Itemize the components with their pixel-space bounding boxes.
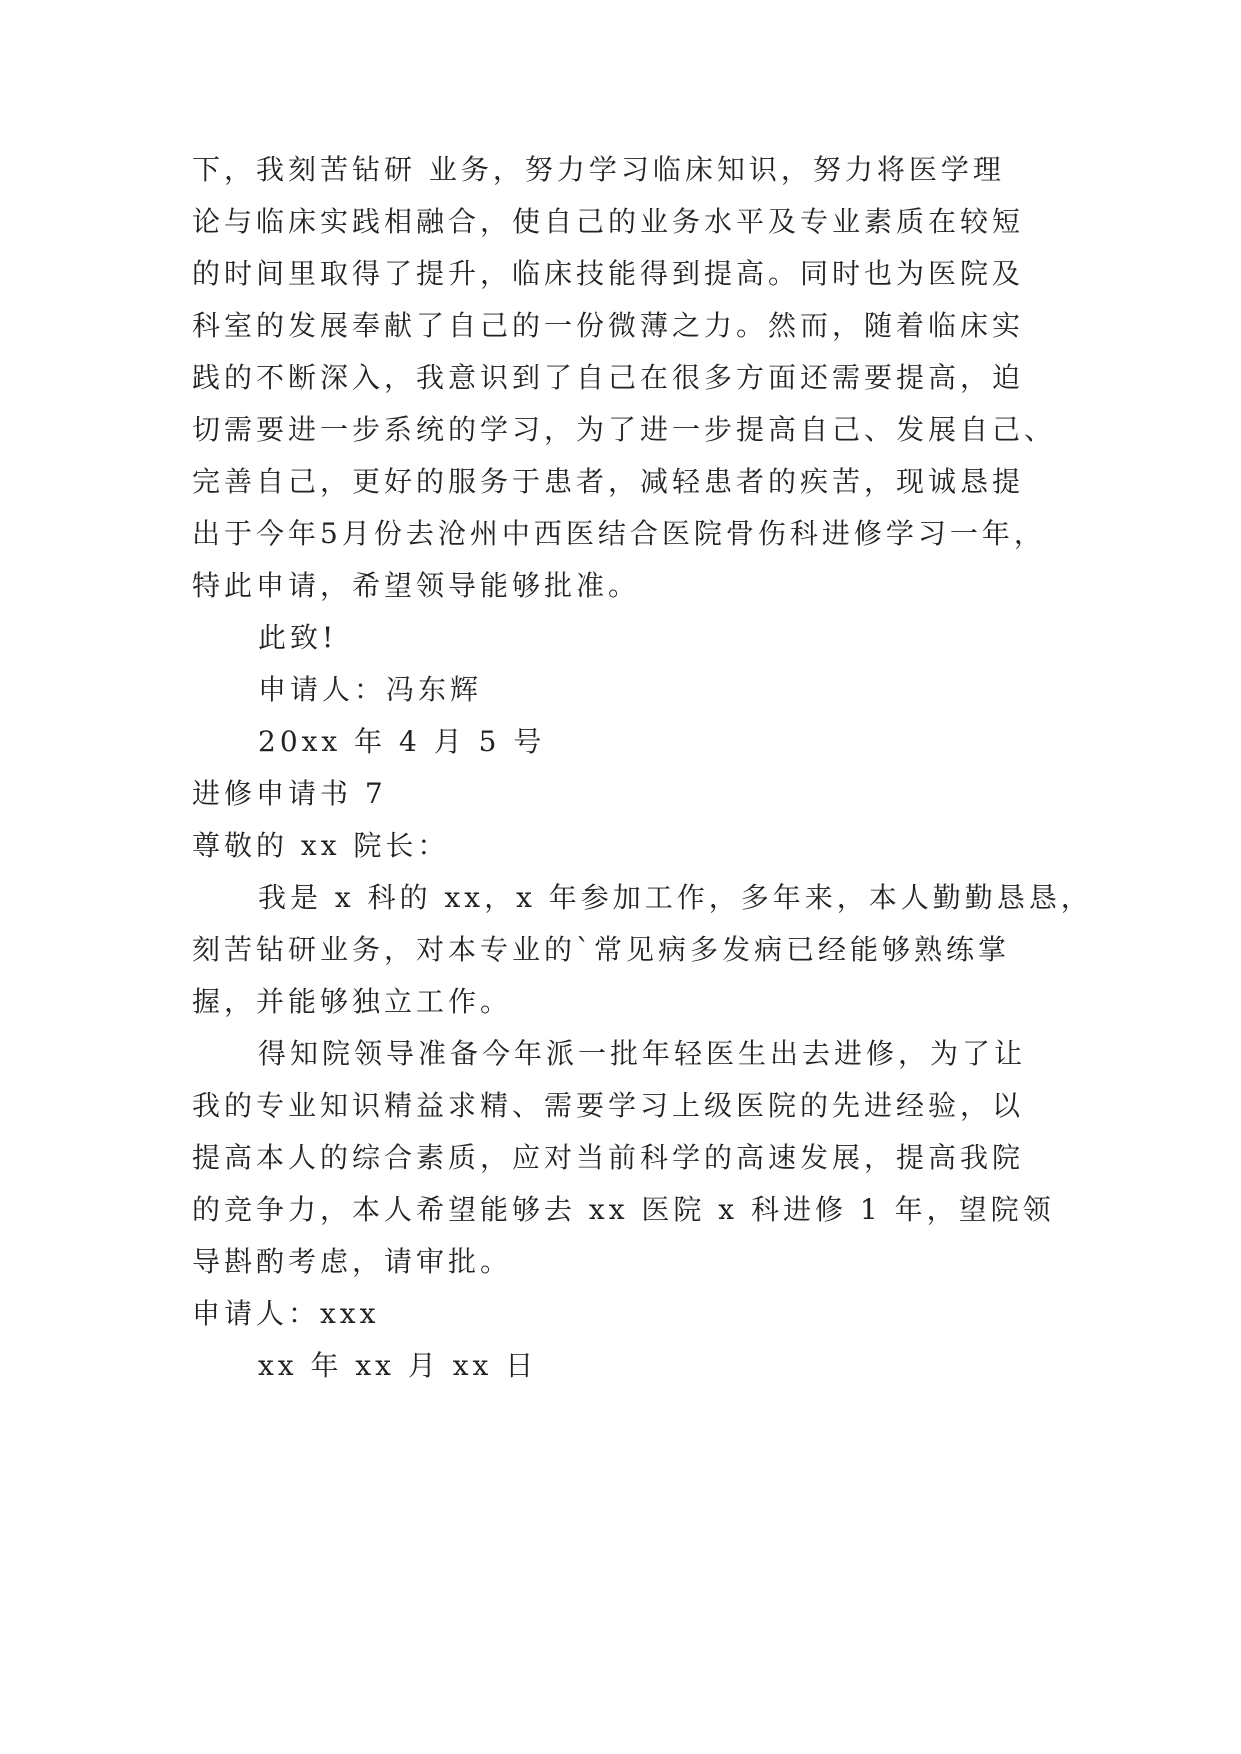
paragraph-line: 论与临床实践相融合，使自己的业务水平及专业素质在较短 <box>192 205 1025 238</box>
applicant-signature: 申请人：冯东辉 <box>258 673 483 706</box>
signature-date: 20xx 年 4 月 5 号 <box>258 725 546 758</box>
section-title: 进修申请书 7 <box>192 777 387 810</box>
paragraph-line: 出于今年5月份去沧州中西医结合医院骨伤科进修学习一年， <box>192 517 1046 550</box>
paragraph-line: 提高本人的综合素质，应对当前科学的高速发展，提高我院 <box>192 1141 1025 1174</box>
paragraph-line: 的时间里取得了提升，临床技能得到提高。同时也为医院及 <box>192 257 1025 290</box>
salutation: 尊敬的 xx 院长： <box>192 829 450 862</box>
closing-salutation: 此致! <box>258 621 338 654</box>
paragraph-line: 特此申请，希望领导能够批准。 <box>192 569 641 602</box>
paragraph-line: 下，我刻苦钻研 业务，努力学习临床知识，努力将医学理 <box>192 153 1005 186</box>
paragraph-line: 践的不断深入，我意识到了自己在很多方面还需要提高，迫 <box>192 361 1025 394</box>
signature-date: xx 年 xx 月 xx 日 <box>258 1349 538 1382</box>
paragraph-line: 我是 x 科的 xx，x 年参加工作，多年来，本人勤勤恳恳， <box>258 881 1093 914</box>
paragraph-line: 刻苦钻研业务，对本专业的`常见病多发病已经能够熟练掌 <box>192 933 1011 966</box>
paragraph-line: 完善自己，更好的服务于患者，减轻患者的疾苦，现诚恳提 <box>192 465 1025 498</box>
paragraph-line: 导斟酌考虑，请审批。 <box>192 1245 513 1278</box>
paragraph-line: 科室的发展奉献了自己的一份微薄之力。然而，随着临床实 <box>192 309 1025 342</box>
paragraph-line: 切需要进一步系统的学习，为了进一步提高自己、发展自己、 <box>192 413 1057 446</box>
paragraph-line: 得知院领导准备今年派一批年轻医生出去进修，为了让 <box>258 1037 1027 1070</box>
paragraph-line: 我的专业知识精益求精、需要学习上级医院的先进经验，以 <box>192 1089 1025 1122</box>
paragraph-line: 握，并能够独立工作。 <box>192 985 513 1018</box>
applicant-signature: 申请人：xxx <box>192 1297 380 1330</box>
paragraph-line: 的竞争力，本人希望能够去 xx 医院 x 科进修 1 年，望院领 <box>192 1193 1055 1226</box>
